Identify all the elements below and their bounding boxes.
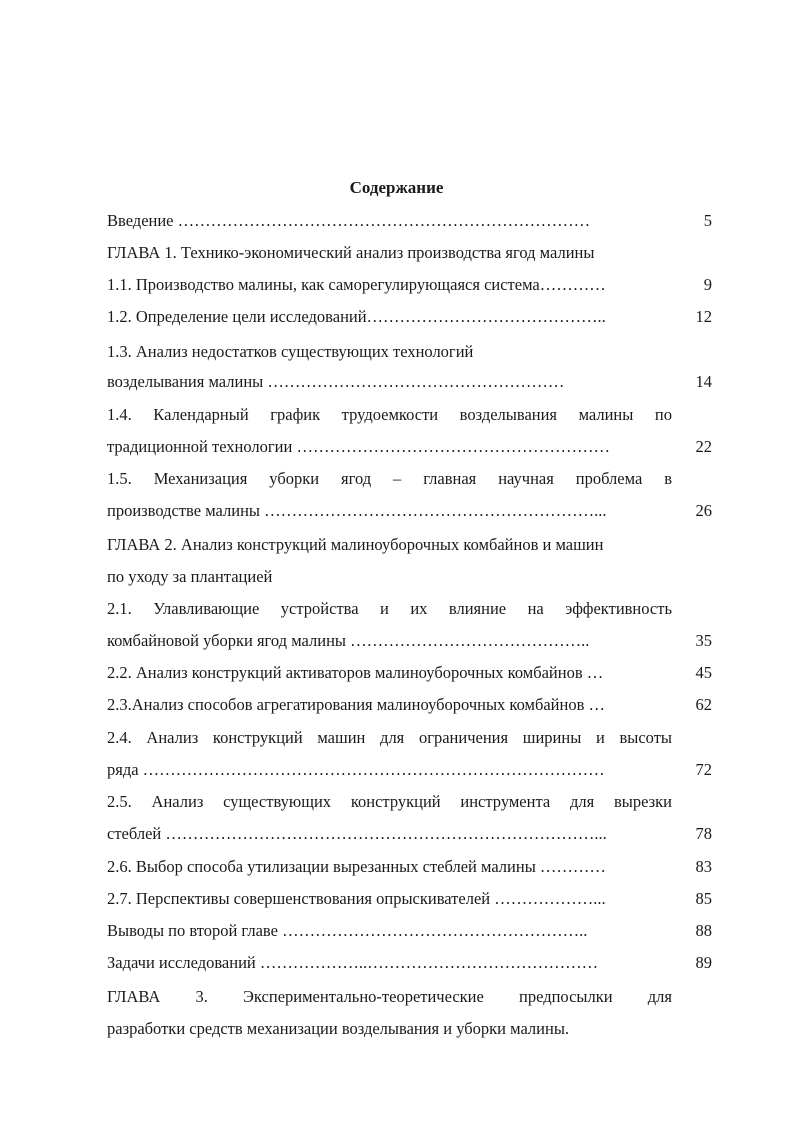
toc-line: 1.1. Производство малины, как саморегулирующаяся система…………: [107, 275, 606, 294]
toc-chapter-heading: по уходу за плантацией: [107, 567, 273, 586]
toc-page-number: 12: [695, 307, 712, 326]
toc-line: возделывания малины ………………………………………………: [107, 372, 565, 391]
toc-page-number: 5: [703, 211, 712, 230]
toc-page-number: 26: [695, 501, 712, 520]
toc-line: ряда …………………………………………………………………………: [107, 760, 605, 779]
toc-page-number: 85: [695, 889, 712, 908]
toc-line: 2.1. Улавливающие устройства и их влияние на эффективность: [107, 599, 672, 618]
toc-line: 2.3.Анализ способов агрегатирования малиноуборочных комбайнов …: [107, 695, 606, 714]
toc-page-number: 83: [695, 857, 712, 876]
toc-page-number: 62: [695, 695, 712, 714]
toc-page-number: 89: [695, 953, 712, 972]
toc-line: 2.6. Выбор способа утилизации вырезанных стеблей малины …………: [107, 857, 606, 876]
toc-line: 1.4. Календарный график трудоемкости возделывания малины по: [107, 405, 672, 424]
toc-page-number: 88: [695, 921, 712, 940]
toc-chapter-heading: ГЛАВА 2. Анализ конструкций малиноуборочных комбайнов и машин: [107, 535, 604, 554]
toc-page-number: 14: [695, 372, 712, 391]
toc-line: 1.3. Анализ недостатков существующих технологий: [107, 342, 474, 361]
toc-line: Введение …………………………………………………………………: [107, 211, 591, 230]
toc-line: 2.7. Перспективы совершенствования опрыскивателей ………………...: [107, 889, 606, 908]
toc-page-number: 72: [695, 760, 712, 779]
toc-chapter-heading: разработки средств механизации возделывания и уборки малины.: [107, 1019, 570, 1038]
toc-line: 2.5. Анализ существующих конструкций инструмента для вырезки: [107, 792, 672, 811]
toc-chapter-heading: ГЛАВА 3. Экспериментально-теоретические предпосылки для: [107, 987, 672, 1006]
toc-line: Задачи исследований ………………..……………………………………: [107, 953, 599, 972]
toc-line: 2.2. Анализ конструкций активаторов малиноуборочных комбайнов …: [107, 663, 604, 682]
toc-chapter-heading: ГЛАВА 1. Технико-экономический анализ производства ягод малины: [107, 243, 595, 262]
toc-page-number: 22: [695, 437, 712, 456]
toc-page-number: 9: [703, 275, 712, 294]
toc-page-number: 78: [695, 824, 712, 843]
toc-line: комбайновой уборки ягод малины ……………………………………..: [107, 631, 590, 650]
toc-line: традиционной технологии …………………………………………………: [107, 437, 610, 456]
toc-page-number: 35: [695, 631, 712, 650]
toc-line: Выводы по второй главе ………………………………………………..: [107, 921, 588, 940]
toc-line: 1.5. Механизация уборки ягод – главная научная проблема в: [107, 469, 672, 488]
toc-line: 2.4. Анализ конструкций машин для ограничения ширины и высоты: [107, 728, 672, 747]
toc-line: производстве малины ……………………………………………………...: [107, 501, 607, 520]
toc-line: 1.2. Определение цели исследований……………………………………..: [107, 307, 606, 326]
toc-title: Содержание: [349, 178, 444, 197]
toc-page-number: 45: [695, 663, 712, 682]
toc-line: стеблей ……………………………………………………………………...: [107, 824, 607, 843]
